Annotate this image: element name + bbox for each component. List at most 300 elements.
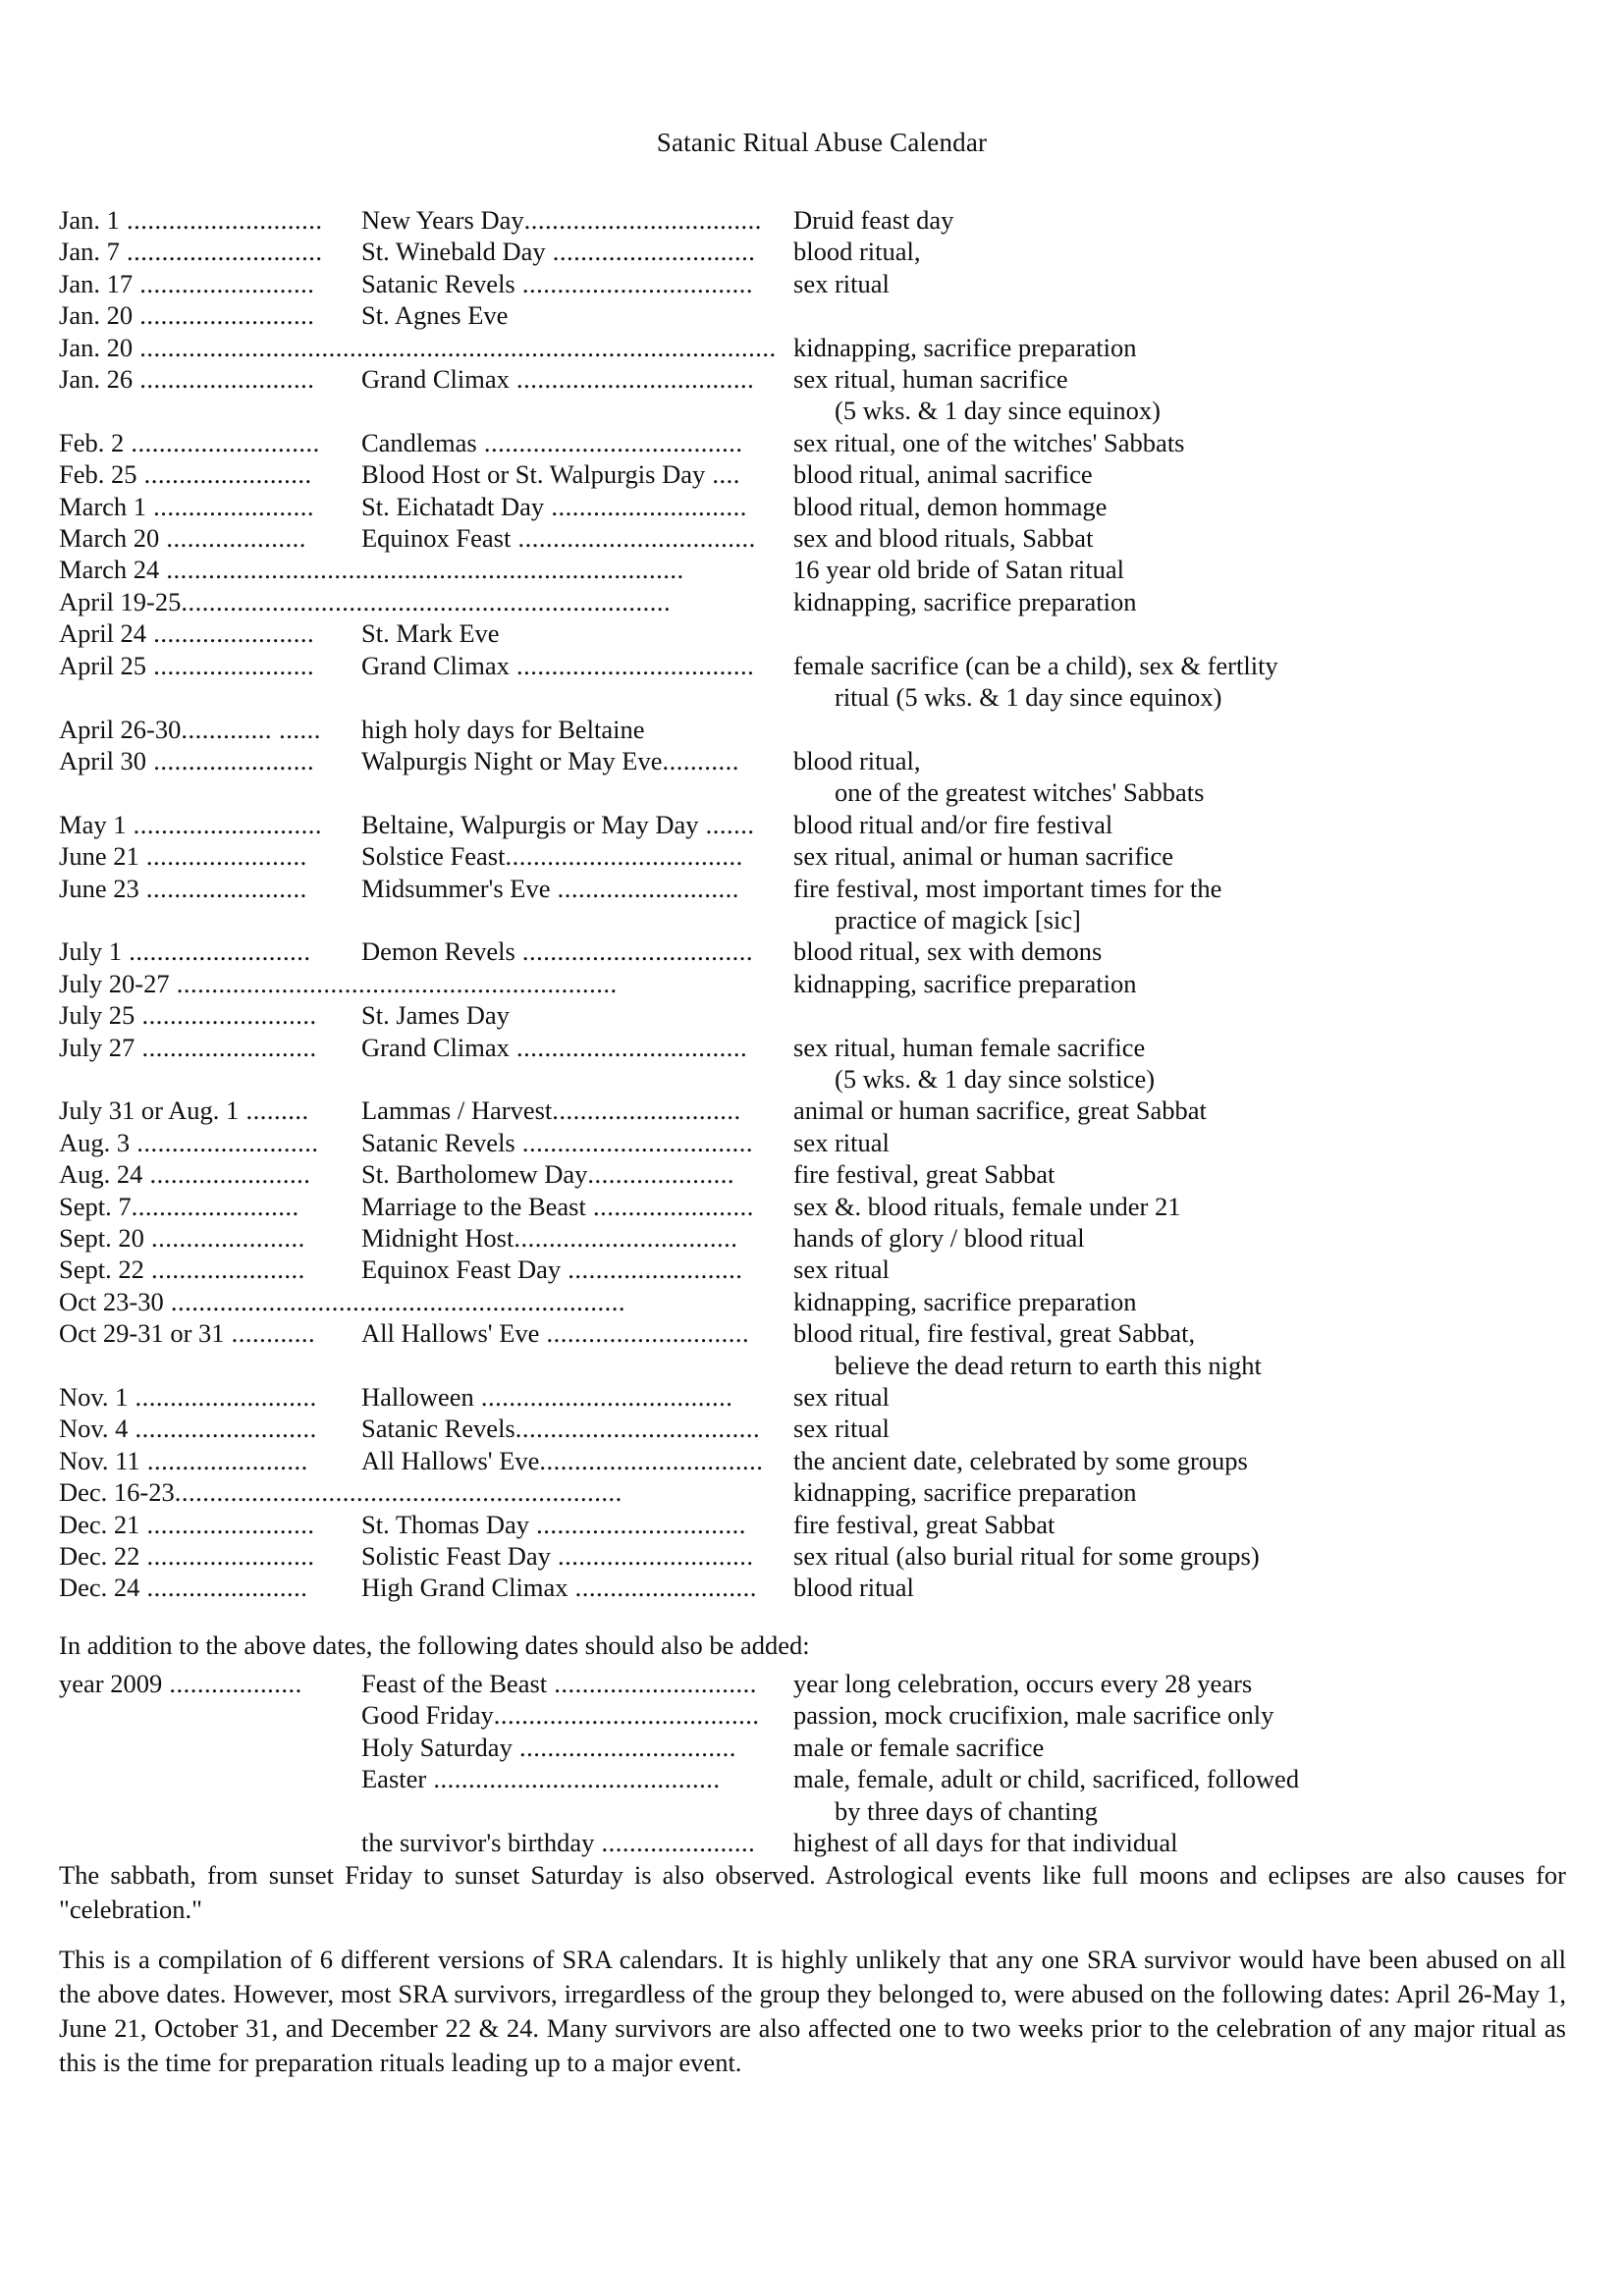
calendar-entry-row xyxy=(59,1827,1566,1858)
leader-dots: ........................... xyxy=(126,809,322,839)
entry-event: the survivor's birthday xyxy=(361,1828,595,1858)
calendar-entry-row xyxy=(59,1413,1561,1444)
entry-line xyxy=(59,1699,1566,1731)
calendar-entry-row xyxy=(59,204,1561,236)
entry-description-continuation: practice of magick [sic] xyxy=(835,904,1081,934)
entry-line xyxy=(59,236,1561,267)
entry-date: July 1 xyxy=(59,936,123,967)
entry-date: Oct 29-31 or 31 xyxy=(59,1318,225,1349)
entry-event-cell xyxy=(361,1127,793,1158)
entry-date: Aug. 24 xyxy=(59,1159,143,1190)
entry-event-cell xyxy=(361,840,793,872)
leader-dots: .... xyxy=(705,459,740,490)
calendar-entry-row xyxy=(59,1668,1566,1699)
entry-date: March 20 xyxy=(59,523,160,554)
leader-dots: ....................... xyxy=(139,1445,308,1475)
entry-line xyxy=(59,1413,1561,1444)
leader-dots: ................................. xyxy=(514,936,754,967)
entry-date-cell xyxy=(59,1540,361,1572)
entry-event-cell xyxy=(361,1032,793,1063)
leader-dots: ............................................................... xyxy=(169,968,618,998)
entry-description-continuation: by three days of chanting xyxy=(835,1795,1098,1826)
entry-date: July 25 xyxy=(59,1000,135,1031)
entry-line xyxy=(59,1317,1561,1349)
entry-date: March 24 xyxy=(59,555,160,585)
entry-event-cell xyxy=(361,714,793,745)
leader-dots: ................................................................. xyxy=(163,1286,625,1316)
leader-dots: ............................ xyxy=(550,1541,754,1572)
entry-description: kidnapping, sacrifice preparation xyxy=(793,586,1137,616)
entry-description: sex ritual, one of the witches' Sabbats xyxy=(793,427,1185,457)
entry-event-cell xyxy=(361,1732,793,1763)
leader-dots: ......................... xyxy=(133,300,315,331)
calendar-entry-row xyxy=(59,268,1561,299)
entry-event: Blood Host or St. Walpurgis Day xyxy=(361,459,706,490)
entry-date: Nov. 4 xyxy=(59,1414,129,1444)
calendar-entry-row xyxy=(59,1445,1561,1476)
entry-event: Lammas / Harvest xyxy=(361,1095,553,1126)
calendar-entry-row xyxy=(59,1158,1561,1190)
leader-dots: ...................... xyxy=(143,1255,305,1285)
entry-date-cell xyxy=(59,1445,361,1476)
entry-event: Satanic Revels xyxy=(361,268,515,298)
entry-date-cell xyxy=(59,427,361,458)
entry-event: All Hallows' Eve xyxy=(361,1318,540,1349)
entry-event-cell xyxy=(361,1317,793,1349)
leader-dots: ........................................................................................... xyxy=(133,332,777,362)
leader-dots: .......................... xyxy=(550,873,739,903)
entry-line xyxy=(59,968,1561,999)
leader-dots: .................................. xyxy=(509,364,755,395)
entry-event-cell xyxy=(361,1540,793,1572)
entry-date: Nov. 11 xyxy=(59,1445,140,1475)
entry-date: July 31 or Aug. 1 xyxy=(59,1095,240,1126)
entry-date-cell xyxy=(59,268,361,299)
entry-description: kidnapping, sacrifice preparation xyxy=(793,1286,1137,1316)
entry-date-cell xyxy=(59,968,618,999)
entry-line xyxy=(59,204,1561,236)
calendar-entry-row xyxy=(59,617,1561,649)
entry-description: 16 year old bride of Satan ritual xyxy=(793,555,1125,585)
entry-event-cell xyxy=(361,427,793,458)
entry-line xyxy=(59,491,1561,522)
entry-line xyxy=(59,1222,1561,1254)
entry-event: Feast of the Beast xyxy=(361,1669,548,1698)
entry-event-cell xyxy=(361,745,793,776)
leader-dots: ....................... xyxy=(138,873,307,903)
entry-date: Dec. 16-23 xyxy=(59,1477,175,1508)
entry-description: blood ritual, animal sacrifice xyxy=(793,459,1093,490)
leader-dots: ..................................... xyxy=(476,427,743,457)
leader-dots: .................................. xyxy=(511,523,756,554)
entry-date-cell xyxy=(59,1509,361,1540)
calendar-entry-row xyxy=(59,1732,1566,1763)
entry-date: Sept. 20 xyxy=(59,1223,144,1253)
leader-dots: .................................... xyxy=(473,1382,733,1413)
leader-dots: .......................... xyxy=(122,936,311,967)
entry-event: St. Winebald Day xyxy=(361,237,546,267)
entry-date-cell xyxy=(59,586,672,617)
entry-date-cell xyxy=(59,204,361,236)
calendar-entry-row xyxy=(59,999,1561,1031)
entry-date-cell xyxy=(59,1317,361,1349)
entry-description: animal or human sacrifice, great Sabbat xyxy=(793,1095,1207,1126)
entry-date: Dec. 24 xyxy=(59,1573,140,1603)
entry-event: St. Eichatadt Day xyxy=(361,491,545,521)
entry-date-cell xyxy=(59,299,361,331)
entry-description: sex ritual (also burial ritual for some groups) xyxy=(793,1541,1260,1572)
calendar-entry-row xyxy=(59,458,1561,490)
entry-line xyxy=(59,1032,1561,1063)
calendar-entry-row xyxy=(59,1254,1561,1285)
entry-event: St. James Day xyxy=(361,1000,510,1031)
leader-dots: .............................. xyxy=(529,1509,746,1539)
entry-date-cell xyxy=(59,363,361,395)
entry-description: blood ritual, xyxy=(793,745,921,775)
leader-dots: ........................... xyxy=(124,427,320,457)
entry-description: blood ritual, fire festival, great Sabbat, xyxy=(793,1318,1196,1349)
entry-line xyxy=(59,299,1561,331)
entry-date: Sept. 22 xyxy=(59,1255,144,1285)
leader-dots: ........... xyxy=(662,745,739,775)
leader-dots: ........................ xyxy=(139,1541,315,1572)
entry-event: Grand Climax xyxy=(361,650,510,680)
entry-event-cell xyxy=(361,1509,793,1540)
entry-date-cell xyxy=(59,522,361,554)
entry-description: kidnapping, sacrifice preparation xyxy=(793,968,1137,998)
entry-description: male or female sacrifice xyxy=(793,1732,1045,1762)
entry-date: April 24 xyxy=(59,618,147,649)
entry-line xyxy=(59,999,1561,1031)
calendar-entry-row xyxy=(59,586,1561,617)
entry-event-cell xyxy=(361,522,793,554)
leader-dots: ............................ xyxy=(544,491,747,521)
entry-event: St. Agnes Eve xyxy=(361,300,509,331)
leader-dots: ....................... xyxy=(142,1159,311,1190)
entry-date: Jan. 20 xyxy=(59,332,134,362)
entry-event-cell xyxy=(361,1445,793,1476)
entry-date-cell xyxy=(59,650,361,681)
entry-date: Nov. 1 xyxy=(59,1382,129,1413)
additional-entry-list xyxy=(59,1668,1566,1858)
entry-date: year 2009 xyxy=(59,1669,163,1698)
entry-date-cell xyxy=(59,1191,361,1222)
entry-date-cell xyxy=(59,809,361,840)
entry-event-cell xyxy=(361,650,793,681)
leader-dots: ....................... xyxy=(585,1191,754,1221)
entry-event-cell xyxy=(361,458,793,490)
entry-event-cell xyxy=(361,999,793,1031)
leader-dots: ................... xyxy=(162,1669,302,1698)
entry-event-cell xyxy=(361,617,793,649)
entry-event-cell xyxy=(361,1763,793,1794)
entry-date: Jan. 26 xyxy=(59,364,134,395)
entry-description: sex and blood rituals, Sabbat xyxy=(793,523,1094,554)
leader-dots: ......................... xyxy=(135,1000,317,1031)
entry-event-cell xyxy=(361,1827,793,1858)
entry-event: St. Mark Eve xyxy=(361,618,500,649)
entry-date: Aug. 3 xyxy=(59,1127,131,1157)
entry-event-cell xyxy=(361,268,793,299)
entry-line xyxy=(59,1540,1561,1572)
entry-line xyxy=(59,268,1561,299)
entry-event: Solistic Feast Day xyxy=(361,1541,551,1572)
calendar-entry-row xyxy=(59,1191,1561,1222)
entry-event: St. Bartholomew Day xyxy=(361,1159,588,1190)
entry-date: April 25 xyxy=(59,650,147,680)
calendar-entry-row xyxy=(59,1572,1561,1603)
entry-description: sex ritual xyxy=(793,1255,890,1285)
calendar-entry-row xyxy=(59,491,1561,522)
leader-dots: ........................... xyxy=(552,1095,741,1126)
calendar-entry-row xyxy=(59,1222,1561,1254)
entry-date: April 19-25 xyxy=(59,586,182,616)
entry-description: sex ritual, animal or human sacrifice xyxy=(793,841,1174,872)
entry-date-cell xyxy=(59,458,361,490)
leader-dots: ....................... xyxy=(139,1573,308,1603)
leader-dots: ........................ xyxy=(139,1509,315,1539)
entry-event: High Grand Climax xyxy=(361,1573,568,1603)
calendar-entry-row xyxy=(59,840,1561,872)
entry-line xyxy=(59,363,1561,395)
entry-event: New Years Day xyxy=(361,205,524,235)
entry-date-cell xyxy=(59,1127,361,1158)
entry-event-cell xyxy=(361,1572,793,1603)
entry-line xyxy=(59,1572,1561,1603)
entry-description: Druid feast day xyxy=(793,205,954,235)
leader-dots: ......................................... xyxy=(426,1764,721,1794)
entry-description: sex ritual, human sacrifice xyxy=(793,364,1068,395)
entry-description: year long celebration, occurs every 28 years xyxy=(793,1669,1253,1698)
entry-description: sex ritual xyxy=(793,1127,890,1157)
leader-dots: ....................... xyxy=(146,491,315,521)
leader-dots: .......................................................................... xyxy=(159,555,684,585)
leader-dots: ............................. xyxy=(545,237,756,267)
entry-date: Oct 23-30 xyxy=(59,1286,164,1316)
entry-event-cell xyxy=(361,491,793,522)
entry-line xyxy=(59,1381,1561,1413)
leader-dots: .................................. xyxy=(505,841,743,872)
entry-description: sex ritual xyxy=(793,268,890,298)
calendar-entry-row xyxy=(59,1476,1561,1508)
entry-description-continuation: ritual (5 wks. & 1 day since equinox) xyxy=(835,682,1222,713)
calendar-entry-row xyxy=(59,745,1561,809)
entry-description: the ancient date, celebrated by some groups xyxy=(793,1445,1248,1475)
leader-dots: .................... xyxy=(159,523,306,554)
entry-event-cell xyxy=(361,1413,793,1444)
entry-date-cell xyxy=(59,491,361,522)
calendar-entry-row xyxy=(59,873,1561,936)
entry-date-cell xyxy=(59,1286,625,1317)
entry-description-continuation: (5 wks. & 1 day since solstice) xyxy=(835,1063,1156,1094)
entry-event: Equinox Feast Day xyxy=(361,1255,562,1285)
entry-date-cell xyxy=(59,935,361,967)
calendar-entry-row xyxy=(59,1317,1561,1381)
entry-date: Feb. 25 xyxy=(59,459,137,490)
leader-dots: ................................ xyxy=(539,1445,764,1475)
entry-event: Solstice Feast xyxy=(361,841,506,872)
calendar-entry-list xyxy=(59,204,1561,1604)
entry-date: April 26-30 xyxy=(59,714,182,744)
leader-dots: ............. ...... xyxy=(181,714,321,744)
entry-line xyxy=(59,840,1561,872)
entry-date: April 30 xyxy=(59,745,147,775)
entry-description: highest of all days for that individual xyxy=(793,1828,1178,1858)
entry-description: blood ritual, demon hommage xyxy=(793,491,1108,521)
entry-description: passion, mock crucifixion, male sacrifice only xyxy=(793,1700,1274,1731)
entry-line xyxy=(59,586,1561,617)
leader-dots: ....................... xyxy=(146,618,315,649)
entry-date-cell xyxy=(59,1158,361,1190)
entry-date-cell xyxy=(59,1476,623,1508)
calendar-entry-row xyxy=(59,1509,1561,1540)
entry-line xyxy=(59,1827,1566,1858)
calendar-entry-row xyxy=(59,1095,1561,1126)
leader-dots: .................................. xyxy=(523,205,762,235)
entry-date: Dec. 22 xyxy=(59,1541,140,1572)
entry-event: Grand Climax xyxy=(361,364,510,395)
calendar-entry-row xyxy=(59,935,1561,967)
entry-date-cell xyxy=(59,1222,361,1254)
calendar-entry-row xyxy=(59,1763,1566,1827)
leader-dots: ................................................................ xyxy=(174,1477,623,1508)
entry-description: fire festival, most important times for the xyxy=(793,873,1222,903)
entry-description: sex ritual, human female sacrifice xyxy=(793,1032,1146,1062)
entry-description: blood ritual, xyxy=(793,237,921,267)
entry-event: Satanic Revels xyxy=(361,1127,515,1157)
leader-dots: ............................... xyxy=(512,1732,736,1762)
entry-description: female sacrifice (can be a child), sex & fertlity xyxy=(793,650,1278,680)
leader-dots: ................................. xyxy=(514,268,753,298)
entry-line xyxy=(59,554,1561,585)
calendar-entry-row xyxy=(59,427,1561,458)
leader-dots: ...................... xyxy=(143,1223,305,1253)
entry-description: blood ritual xyxy=(793,1573,914,1603)
entry-line xyxy=(59,745,1561,776)
entry-event: Candlemas xyxy=(361,427,477,457)
entry-date: June 21 xyxy=(59,841,139,872)
calendar-entry-row xyxy=(59,1286,1561,1317)
leader-dots: ...................................................................... xyxy=(181,586,672,616)
entry-date: Dec. 21 xyxy=(59,1509,140,1539)
entry-date: Feb. 2 xyxy=(59,427,125,457)
entry-description: hands of glory / blood ritual xyxy=(793,1223,1085,1253)
entry-description: fire festival, great Sabbat xyxy=(793,1509,1056,1539)
entry-line xyxy=(59,1191,1561,1222)
entry-description: male, female, adult or child, sacrificed, followed xyxy=(793,1764,1300,1794)
leader-dots: ............................ xyxy=(119,205,323,235)
entry-description: kidnapping, sacrifice preparation xyxy=(793,332,1137,362)
entry-event-cell xyxy=(361,1095,793,1126)
leader-dots: .......................... xyxy=(128,1382,317,1413)
calendar-entry-row xyxy=(59,299,1561,331)
entry-date: Jan. 17 xyxy=(59,268,134,298)
entry-line xyxy=(59,935,1561,967)
entry-date: Jan. 20 xyxy=(59,300,134,331)
entry-date-cell xyxy=(59,236,361,267)
entry-date-cell xyxy=(59,617,361,649)
entry-date-cell xyxy=(59,1032,361,1063)
leader-dots: ..................... xyxy=(587,1159,734,1190)
closing-paragraph: The sabbath, from sunset Friday to sunset Saturday is also observed. Astrological events like full moons and eclipses are also causes for "celebration." xyxy=(59,1860,1566,1925)
entry-date-cell xyxy=(59,745,361,776)
entry-date-cell xyxy=(59,1095,361,1126)
entry-event: Holy Saturday xyxy=(361,1732,513,1762)
entry-event-cell xyxy=(361,1699,793,1731)
leader-dots: ................................... xyxy=(514,1414,761,1444)
entry-date-cell xyxy=(59,1413,361,1444)
entry-date-cell xyxy=(59,999,361,1031)
entry-line xyxy=(59,1095,1561,1126)
addition-intro-text: In addition to the above dates, the following dates should also be added: xyxy=(59,1630,810,1660)
leader-dots: ......... xyxy=(239,1095,309,1126)
entry-line xyxy=(59,809,1561,840)
leader-dots: ....... xyxy=(698,809,755,839)
leader-dots: .................................. xyxy=(509,650,755,680)
entry-line xyxy=(59,1158,1561,1190)
entry-event: St. Thomas Day xyxy=(361,1509,530,1539)
entry-event-cell xyxy=(361,1254,793,1285)
leader-dots: ....................... xyxy=(138,841,307,872)
leader-dots: ................................. xyxy=(514,1127,753,1157)
leader-dots: ......................... xyxy=(135,1032,317,1062)
calendar-entry-row xyxy=(59,650,1561,714)
entry-date-cell xyxy=(59,714,361,745)
calendar-entry-row xyxy=(59,522,1561,554)
calendar-entry-row xyxy=(59,1127,1561,1158)
leader-dots: ....................... xyxy=(146,745,315,775)
leader-dots: ....................... xyxy=(146,650,315,680)
entry-event-cell xyxy=(361,809,793,840)
leader-dots: ...................................... xyxy=(493,1700,760,1731)
entry-line xyxy=(59,1763,1566,1794)
entry-line xyxy=(59,1668,1566,1699)
entry-event: Beltaine, Walpurgis or May Day xyxy=(361,809,699,839)
entry-description: blood ritual and/or fire festival xyxy=(793,809,1113,839)
leader-dots: ............ xyxy=(224,1318,316,1349)
calendar-entry-row xyxy=(59,236,1561,267)
entry-event: Good Friday xyxy=(361,1700,494,1731)
entry-event-cell xyxy=(361,204,793,236)
calendar-entry-row xyxy=(59,1381,1561,1413)
entry-date: May 1 xyxy=(59,809,127,839)
entry-line xyxy=(59,1445,1561,1476)
entry-date: Jan. 7 xyxy=(59,237,120,267)
entry-line xyxy=(59,1286,1561,1317)
entry-line xyxy=(59,427,1561,458)
entry-date: July 20-27 xyxy=(59,968,170,998)
entry-description-continuation: one of the greatest witches' Sabbats xyxy=(835,777,1205,808)
entry-line xyxy=(59,1254,1561,1285)
entry-line xyxy=(59,650,1561,681)
entry-event-cell xyxy=(361,935,793,967)
entry-description: fire festival, great Sabbat xyxy=(793,1159,1056,1190)
entry-date-cell xyxy=(59,1572,361,1603)
entry-description: blood ritual, sex with demons xyxy=(793,936,1103,967)
entry-date: March 1 xyxy=(59,491,147,521)
entry-date-cell xyxy=(59,554,684,585)
entry-line xyxy=(59,458,1561,490)
leader-dots: .......................... xyxy=(568,1573,757,1603)
entry-line xyxy=(59,522,1561,554)
leader-dots: ......................... xyxy=(133,268,315,298)
entry-event-cell xyxy=(361,299,793,331)
leader-dots: ............................. xyxy=(547,1669,757,1698)
leader-dots: ................................ xyxy=(514,1223,738,1253)
entry-event-cell xyxy=(361,1158,793,1190)
entry-event-cell xyxy=(361,1381,793,1413)
entry-event: Demon Revels xyxy=(361,936,515,967)
